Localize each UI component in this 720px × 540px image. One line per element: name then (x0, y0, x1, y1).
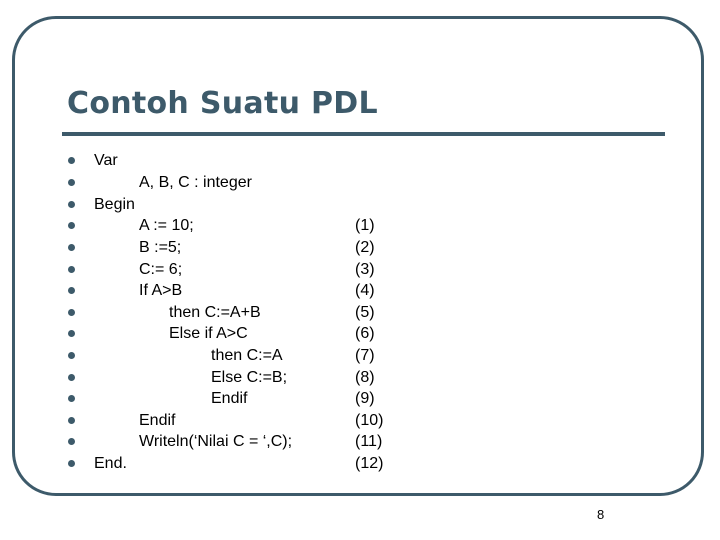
code-line (0, 215, 500, 236)
code-line-text: Var (94, 152, 118, 169)
code-line-text: then C:=A (211, 347, 283, 364)
code-line-text: B :=5; (139, 239, 182, 256)
slide-number: 8 (597, 507, 605, 522)
code-line-number: (8) (355, 369, 375, 386)
slide-title: Contoh Suatu PDL (67, 86, 378, 121)
code-line (0, 453, 500, 474)
code-line-text: then C:=A+B (169, 304, 261, 321)
code-line-number: (10) (355, 412, 384, 429)
code-line-number: (7) (355, 347, 375, 364)
code-line-text: Else C:=B; (211, 369, 288, 386)
title-divider (62, 132, 665, 136)
code-line (0, 410, 500, 431)
code-line-number: (6) (355, 325, 375, 342)
code-line (0, 388, 500, 409)
code-line-text: If A>B (139, 282, 183, 299)
code-line (0, 172, 500, 193)
code-line (0, 237, 500, 258)
code-line-text: A, B, C : integer (139, 174, 252, 191)
code-line-text: Writeln(‘Nilai C = ‘,C); (139, 433, 293, 450)
code-line (0, 194, 500, 215)
bullet-icon (68, 309, 75, 316)
code-line-number: (3) (355, 261, 375, 278)
code-line-text: Endif (139, 412, 176, 429)
code-line-text: End. (94, 455, 127, 472)
bullet-icon (68, 201, 75, 208)
bullet-icon (68, 374, 75, 381)
bullet-icon (68, 395, 75, 402)
code-line-number: (9) (355, 390, 375, 407)
bullet-icon (68, 222, 75, 229)
bullet-icon (68, 417, 75, 424)
code-line-text: C:= 6; (139, 261, 183, 278)
code-line-text: Else if A>C (169, 325, 248, 342)
code-line-number: (5) (355, 304, 375, 321)
code-line (0, 367, 500, 388)
bullet-icon (68, 330, 75, 337)
code-line-number: (11) (355, 433, 383, 450)
bullet-icon (68, 287, 75, 294)
code-line (0, 150, 500, 171)
code-line-number: (2) (355, 239, 375, 256)
code-line-text: Begin (94, 196, 135, 213)
code-line-number: (4) (355, 282, 375, 299)
bullet-icon (68, 352, 75, 359)
code-line-text: A := 10; (139, 217, 194, 234)
code-line (0, 280, 500, 301)
code-line (0, 323, 500, 344)
bullet-icon (68, 438, 75, 445)
bullet-icon (68, 266, 75, 273)
code-line-number: (1) (355, 217, 375, 234)
bullet-icon (68, 244, 75, 251)
code-line (0, 302, 500, 323)
bullet-icon (68, 460, 75, 467)
bullet-icon (68, 157, 75, 164)
code-line-text: Endif (211, 390, 248, 407)
code-line (0, 431, 500, 452)
code-line (0, 259, 500, 280)
code-line (0, 345, 500, 366)
code-line-number: (12) (355, 455, 384, 472)
bullet-icon (68, 179, 75, 186)
